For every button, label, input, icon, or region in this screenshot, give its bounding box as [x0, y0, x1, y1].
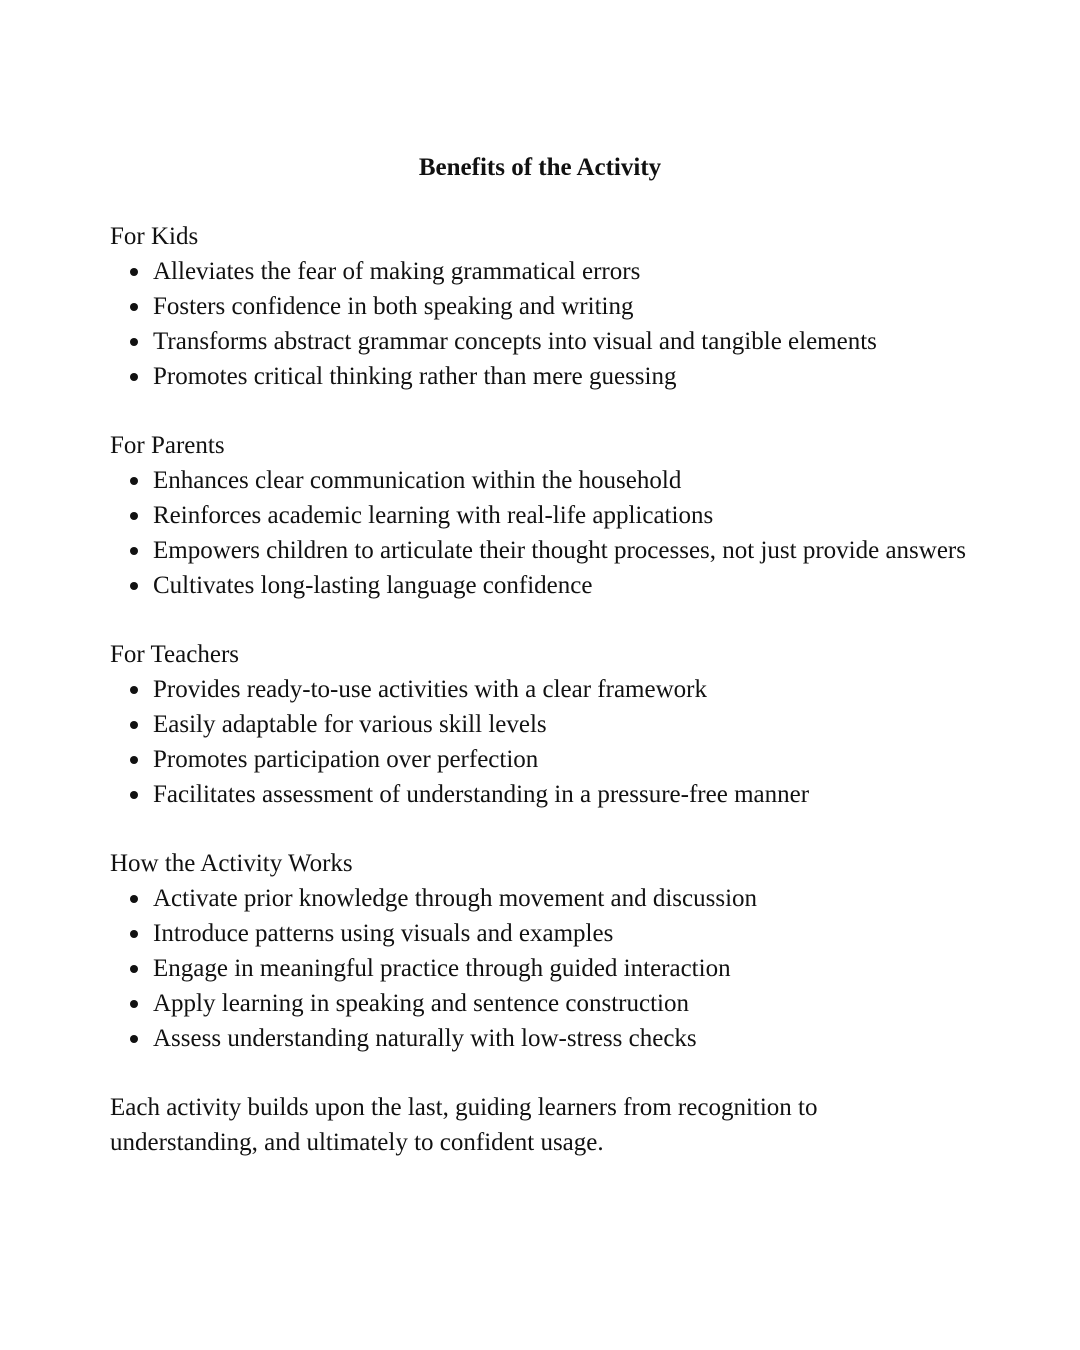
bullet-icon: [130, 477, 138, 485]
list-item: [110, 1021, 970, 1056]
list-item: [110, 672, 970, 707]
bullet-icon: [130, 373, 138, 381]
section-teachers: [110, 637, 970, 812]
list-item: [110, 707, 970, 742]
document-title: Benefits of the Activity: [418, 154, 662, 181]
list-item: [110, 777, 970, 812]
section-heading: For Kids: [110, 223, 199, 250]
list-item: [110, 568, 970, 603]
bullet-icon: [130, 1000, 138, 1008]
list-item: [110, 881, 970, 916]
list-item-text: Empowers children to articulate their thought processes, not just provide answers: [153, 537, 966, 564]
list-item: [110, 289, 970, 324]
list-item-text: Promotes participation over perfection: [153, 746, 539, 773]
section-heading: For Parents: [110, 432, 225, 459]
list-item: [110, 986, 970, 1021]
bullet-icon: [130, 303, 138, 311]
bullet-icon: [130, 791, 138, 799]
list-item-text: Activate prior knowledge through movement and discussion: [153, 885, 758, 912]
section-parents: [110, 428, 970, 603]
list-item-text: Apply learning in speaking and sentence construction: [153, 990, 689, 1017]
list-item-text: Transforms abstract grammar concepts into visual and tangible elements: [153, 328, 877, 355]
bullet-icon: [130, 1035, 138, 1043]
list-item-text: Introduce patterns using visuals and examples: [153, 920, 614, 947]
bullet-icon: [130, 895, 138, 903]
list-item: [110, 359, 970, 394]
list-item-text: Engage in meaningful practice through guided interaction: [153, 955, 731, 982]
document-page: [110, 150, 970, 1160]
list-item-text: Reinforces academic learning with real-life applications: [153, 502, 714, 529]
list-item: [110, 254, 970, 289]
bullet-icon: [130, 268, 138, 276]
bullet-icon: [130, 547, 138, 555]
list-item: [110, 951, 970, 986]
section-heading: How the Activity Works: [110, 850, 353, 877]
list-item: [110, 742, 970, 777]
list-item: [110, 533, 970, 568]
bullet-list: [110, 254, 970, 394]
list-item: [110, 324, 970, 359]
list-item-text: Assess understanding naturally with low-stress checks: [153, 1025, 697, 1052]
bullet-list: [110, 463, 970, 603]
list-item-text: Fosters confidence in both speaking and writing: [153, 293, 634, 320]
section-heading: For Teachers: [110, 641, 239, 668]
bullet-list: [110, 672, 970, 812]
section-how-it-works: [110, 846, 970, 1056]
bullet-icon: [130, 582, 138, 590]
bullet-icon: [130, 338, 138, 346]
bullet-icon: [130, 930, 138, 938]
bullet-icon: [130, 756, 138, 764]
list-item-text: Promotes critical thinking rather than mere guessing: [153, 363, 677, 390]
list-item: [110, 916, 970, 951]
list-item-text: Alleviates the fear of making grammatical errors: [153, 258, 641, 285]
closing-paragraph: Each activity builds upon the last, guiding learners from recognition to understanding, and ultimately to confident usage.: [110, 1094, 818, 1156]
bullet-icon: [130, 686, 138, 694]
list-item-text: Enhances clear communication within the household: [153, 467, 682, 494]
list-item-text: Cultivates long-lasting language confidence: [153, 572, 593, 599]
bullet-icon: [130, 512, 138, 520]
list-item-text: Provides ready-to-use activities with a clear framework: [153, 676, 707, 703]
bullet-icon: [130, 965, 138, 973]
list-item: [110, 463, 970, 498]
bullet-icon: [130, 721, 138, 729]
list-item-text: Facilitates assessment of understanding in a pressure-free manner: [153, 781, 810, 808]
section-kids: [110, 219, 970, 394]
bullet-list: [110, 881, 970, 1056]
list-item-text: Easily adaptable for various skill levels: [153, 711, 547, 738]
list-item: [110, 498, 970, 533]
